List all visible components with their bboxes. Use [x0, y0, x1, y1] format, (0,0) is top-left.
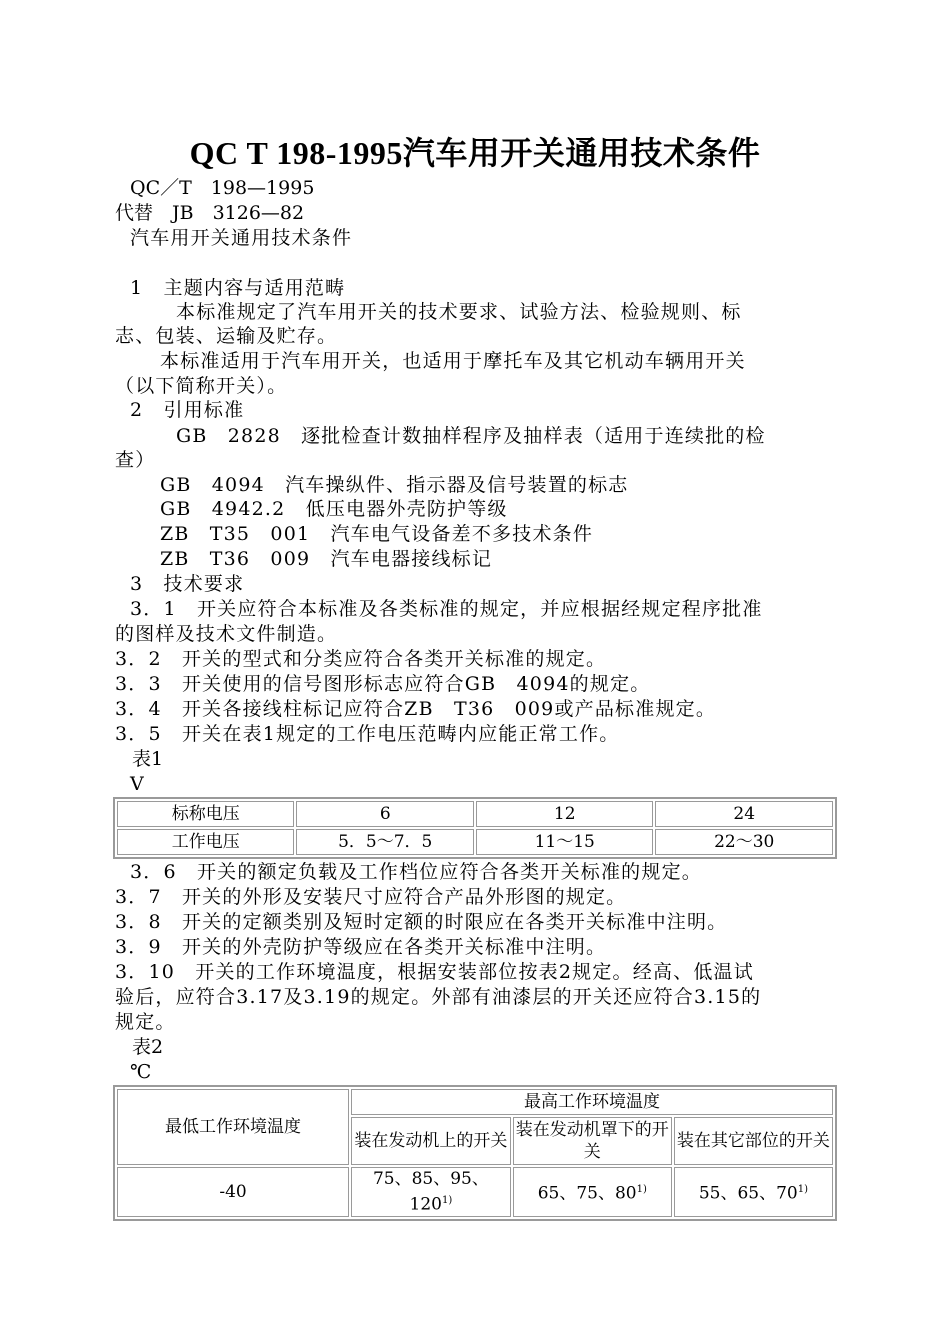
- replaces-line: 代替 JB 3126—82: [115, 202, 305, 224]
- table-2-data-row: [117, 1167, 833, 1217]
- paragraph-2-line-1: 本标准适用于汽车用开关，也适用于摩托车及其它机动车辆用开关: [160, 350, 746, 372]
- clause-3-4: 3．4 开关各接线柱标记应符合ZB T36 009或产品标准规定。: [115, 698, 717, 720]
- clause-3-10-line-3: 规定。: [115, 1011, 176, 1033]
- reference-1-line-1: GB 2828 逐批检查计数抽样程序及抽样表（适用于连续批的检: [176, 425, 766, 447]
- paragraph-1-line-2: 志、包装、运输及贮存。: [115, 325, 338, 347]
- table-1-cell: 6: [296, 801, 474, 827]
- table-2: [113, 1085, 837, 1221]
- table-2-value: 55、65、70: [698, 1183, 798, 1204]
- table-1-cell: 5．5～7．5: [296, 829, 474, 855]
- table-1-cell: 标称电压: [117, 801, 294, 827]
- table-2-value: 65、75、80: [537, 1183, 637, 1204]
- table-2-value: 75、85、95、120: [372, 1169, 489, 1215]
- clause-3-1-line-2: 的图样及技术文件制造。: [115, 623, 338, 645]
- table-1-cell: 22～30: [655, 829, 833, 855]
- clause-3-10-line-2: 验后，应符合3.17及3.19的规定。外部有油漆层的开关还应符合3.15的: [115, 986, 762, 1008]
- clause-3-3: 3．3 开关使用的信号图形标志应符合GB 4094的规定。: [115, 673, 651, 695]
- table-1-row-working: [117, 829, 833, 855]
- document-title: QC T 198-1995汽车用开关通用技术条件: [189, 135, 761, 171]
- clause-3-5: 3．5 开关在表1规定的工作电压范畴内应能正常工作。: [115, 723, 620, 745]
- section-3-heading: 3 技术要求: [130, 573, 245, 595]
- section-1-heading: 1 主题内容与适用范畴: [130, 277, 346, 299]
- section-2-heading: 2 引用标准: [130, 399, 245, 421]
- reference-1-line-2: 查）: [115, 449, 156, 471]
- table-1-row-nominal: [117, 801, 833, 827]
- table-1-label: 表1: [132, 748, 164, 770]
- table-1-unit: V: [130, 773, 144, 795]
- reference-5: ZB T36 009 汽车电器接线标记: [160, 548, 493, 570]
- table-1: [113, 797, 837, 859]
- reference-3: GB 4942.2 低压电器外壳防护等级: [160, 498, 508, 520]
- reference-2: GB 4094 汽车操纵件、指示器及信号装置的标志: [160, 474, 629, 496]
- table-2-min-temp-header: 最低工作环境温度: [117, 1089, 349, 1165]
- table-2-header-row: [117, 1089, 833, 1115]
- table-1-cell: 24: [655, 801, 833, 827]
- clause-3-9: 3．9 开关的外壳防护等级应在各类开关标准中注明。: [115, 936, 607, 958]
- table-2-subheader-cell: 装在其它部位的开关: [674, 1117, 833, 1165]
- footnote-mark: 1): [636, 1184, 647, 1195]
- clause-3-6: 3．6 开关的额定负载及工作档位应符合各类开关标准的规定。: [130, 861, 702, 883]
- reference-4: ZB T35 001 汽车电气设备差不多技术条件: [160, 523, 594, 545]
- table-2-unit: ℃: [130, 1061, 152, 1083]
- table-2-label: 表2: [132, 1036, 164, 1058]
- paragraph-2-line-2: （以下简称开关）。: [115, 375, 288, 397]
- paragraph-1-line-1: 本标准规定了汽车用开关的技术要求、试验方法、检验规则、标: [176, 301, 742, 323]
- table-1-cell: 工作电压: [117, 829, 294, 855]
- table-2-cell: [351, 1167, 511, 1217]
- standard-code: QC／T 198—1995: [130, 177, 315, 199]
- document-subtitle: 汽车用开关通用技术条件: [130, 227, 353, 249]
- clause-3-1-line-1: 3．1 开关应符合本标准及各类标准的规定，并应根据经规定程序批准: [130, 598, 763, 620]
- table-2-cell: [513, 1167, 672, 1217]
- footnote-mark: 1): [441, 1195, 453, 1206]
- clause-3-10-line-1: 3．10 开关的工作环境温度，根据安装部位按表2规定。经高、低温试: [115, 961, 754, 983]
- table-1-cell: 12: [476, 801, 653, 827]
- table-2-cell: -40: [117, 1167, 349, 1217]
- table-2-subheader-cell: 装在发动机罩下的开关: [513, 1117, 672, 1165]
- table-2-subheader-cell: 装在发动机上的开关: [351, 1117, 511, 1165]
- clause-3-7: 3．7 开关的外形及安装尺寸应符合产品外形图的规定。: [115, 886, 627, 908]
- table-1-cell: 11～15: [476, 829, 653, 855]
- clause-3-8: 3．8 开关的定额类别及短时定额的时限应在各类开关标准中注明。: [115, 911, 728, 933]
- footnote-mark: 1): [797, 1184, 808, 1195]
- table-2-max-temp-header: 最高工作环境温度: [351, 1089, 833, 1115]
- clause-3-2: 3．2 开关的型式和分类应符合各类开关标准的规定。: [115, 648, 607, 670]
- table-2-cell: [674, 1167, 833, 1217]
